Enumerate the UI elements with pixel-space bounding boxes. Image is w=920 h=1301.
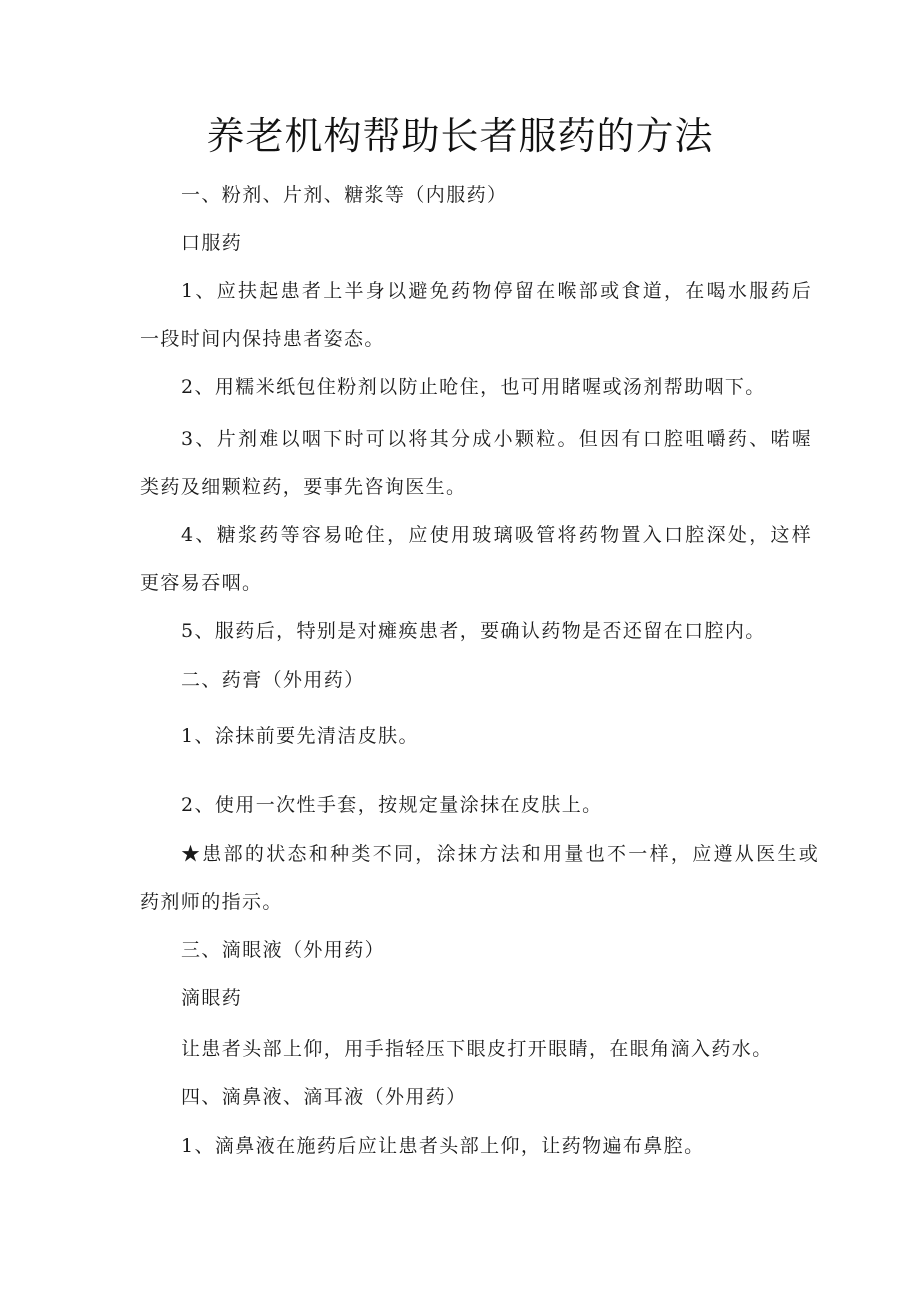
- paragraph-line: 4、糖浆药等容易呛住，应使用玻璃吸管将药物置入口腔深处，这样: [181, 524, 814, 546]
- paragraph-line: 类药及细颗粒药，要事先咨询医生。: [140, 476, 467, 498]
- paragraph-line: 1、滴鼻液在施药后应让患者头部上仰，让药物遍布鼻腔。: [181, 1135, 705, 1157]
- paragraph-line: 1、应扶起患者上半身以避免药物停留在喉部或食道，在喝水服药后: [181, 280, 814, 302]
- paragraph-line: 2、用糯米纸包住粉剂以防止呛住，也可用睹喔或汤剂帮助咽下。: [181, 376, 766, 398]
- paragraph-line: 1、涂抹前要先清洁皮肤。: [181, 725, 419, 747]
- subheading-oral: 口服药: [181, 232, 243, 254]
- note-line: 药剂师的指示。: [140, 891, 283, 913]
- note-line: ★患部的状态和种类不同，涂抹方法和用量也不一样，应遵从医生或: [181, 843, 821, 865]
- paragraph-line: 更容易吞咽。: [140, 572, 263, 594]
- section-heading-2: 二、药膏（外用药）: [181, 669, 365, 691]
- subheading-eye: 滴眼药: [181, 987, 243, 1009]
- paragraph-line: 2、使用一次性手套，按规定量涂抹在皮肤上。: [181, 794, 603, 816]
- paragraph-line: 5、服药后，特别是对瘫痪患者，要确认药物是否还留在口腔内。: [181, 620, 766, 642]
- section-heading-4: 四、滴鼻液、滴耳液（外用药）: [181, 1086, 467, 1108]
- document-title: 养老机构帮助长者服药的方法: [206, 114, 714, 158]
- paragraph-line: 让患者头部上仰，用手指轻压下眼皮打开眼睛，在眼角滴入药水。: [181, 1038, 773, 1060]
- paragraph-line: 3、片剂难以咽下时可以将其分成小颗粒。但因有口腔咀嚼药、喏喔: [181, 428, 814, 450]
- paragraph-line: 一段时间内保持患者姿态。: [140, 328, 385, 350]
- section-heading-3: 三、滴眼液（外用药）: [181, 939, 386, 961]
- section-heading-1: 一、粉剂、片剂、糖浆等（内服药）: [181, 184, 508, 206]
